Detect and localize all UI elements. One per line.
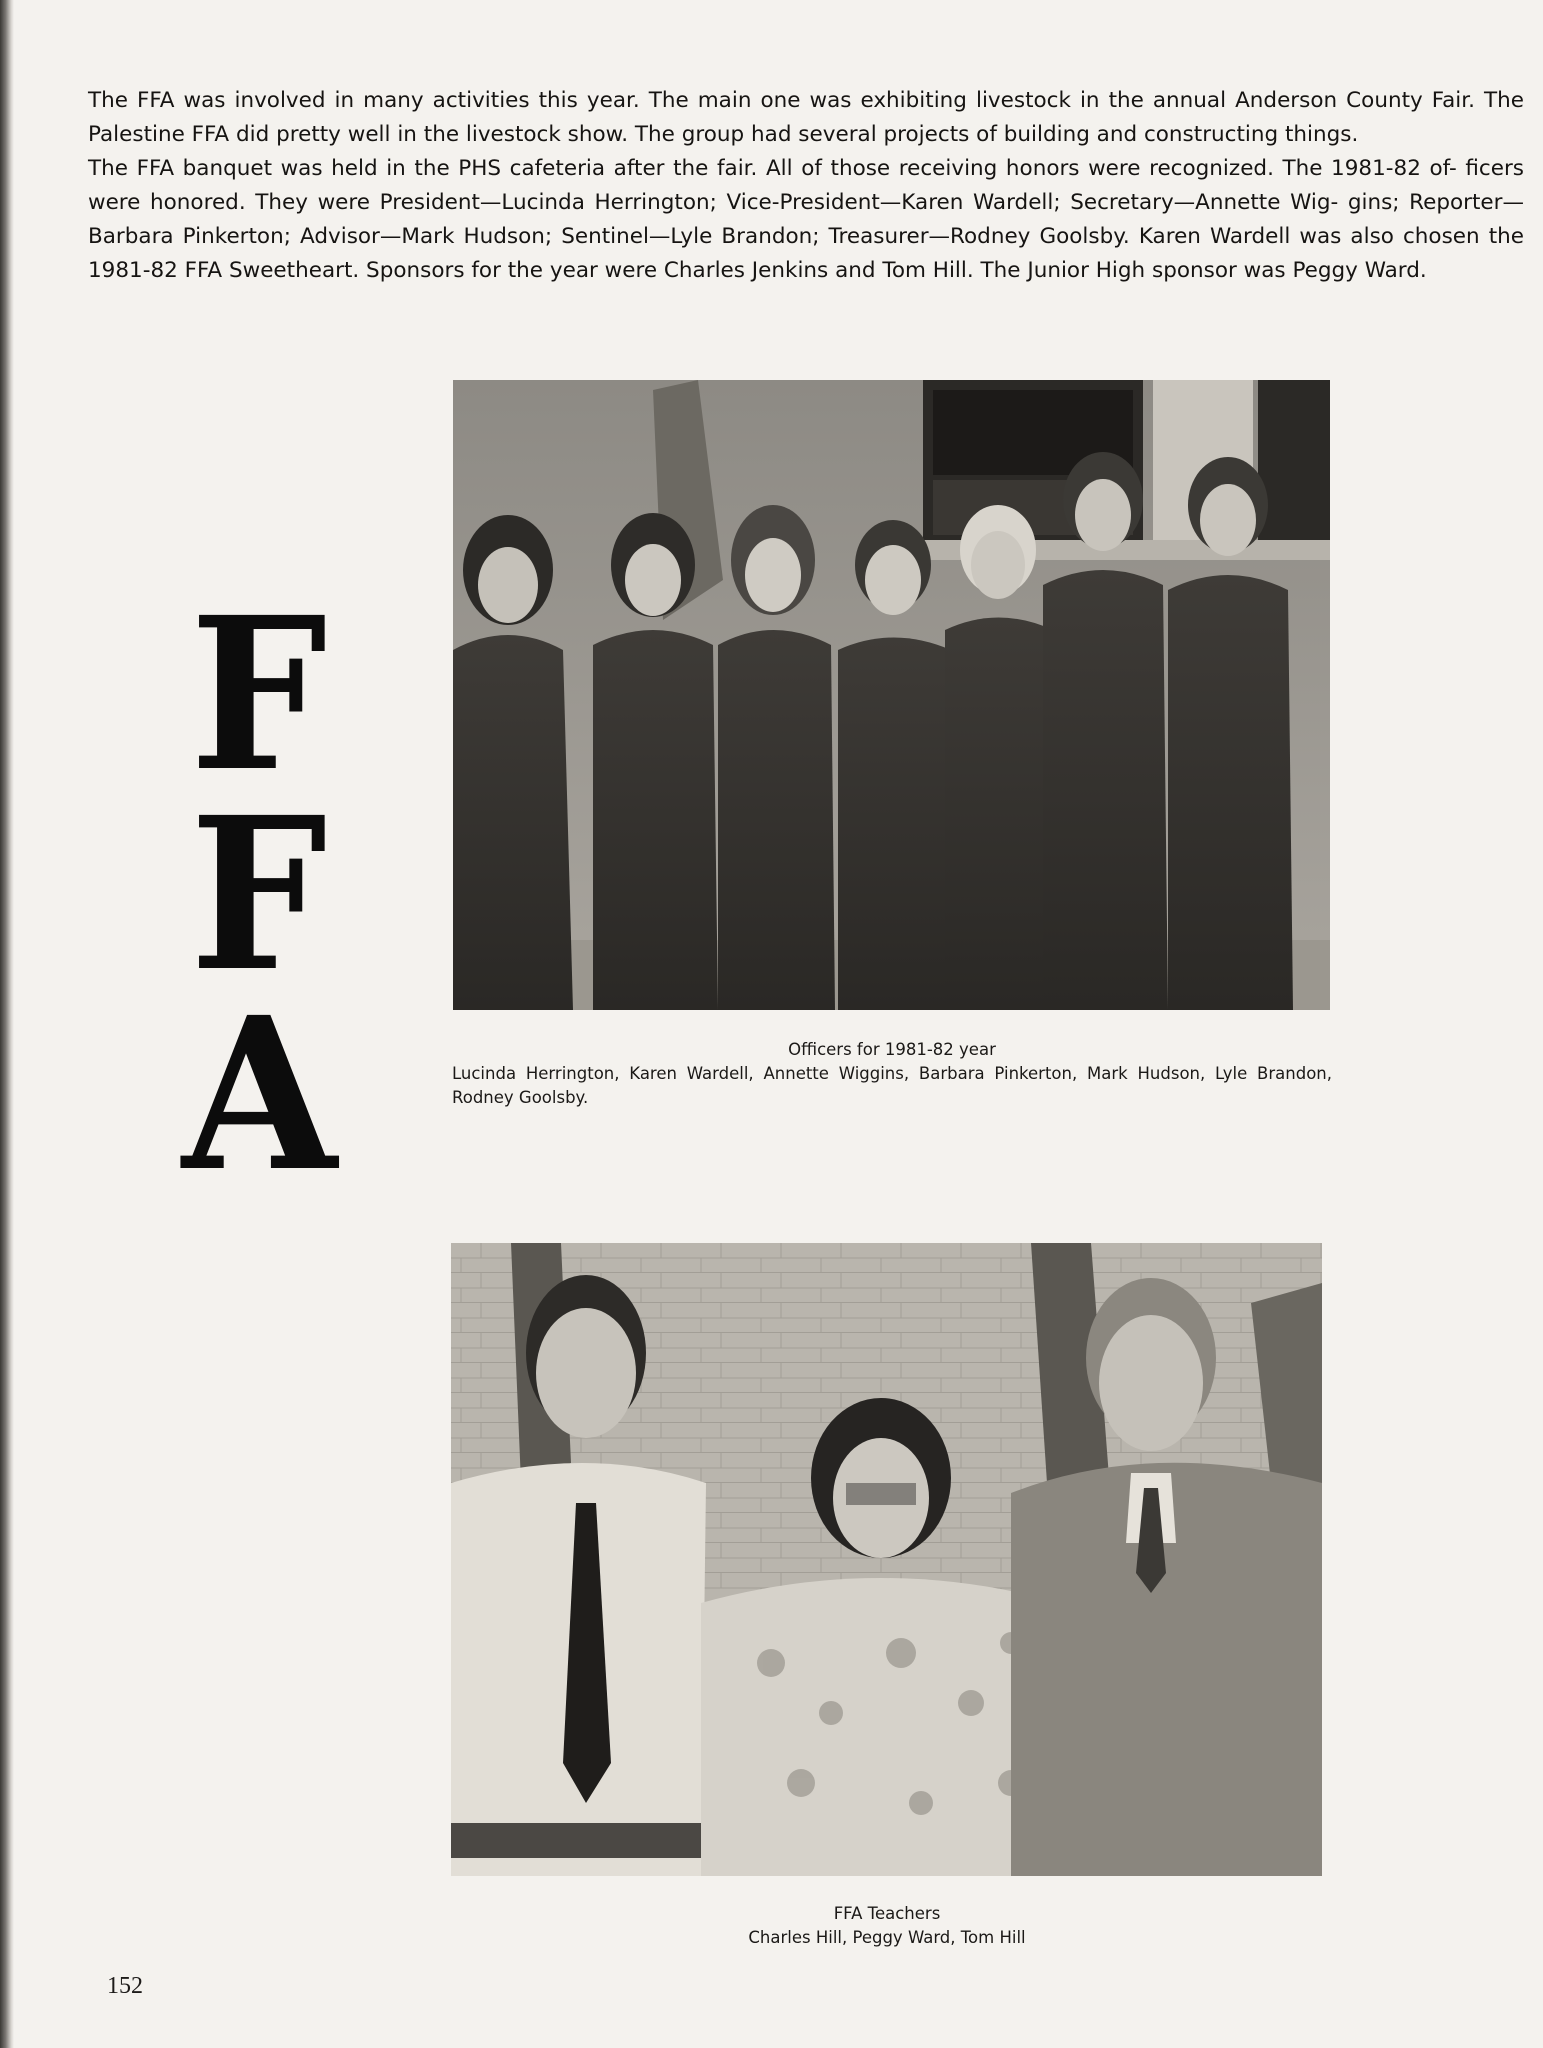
officers-photo-illustration: [453, 380, 1330, 1010]
teachers-caption-names: Charles Hill, Peggy Ward, Tom Hill: [748, 1928, 1026, 1947]
heading-letter-f-first: F: [190, 571, 328, 818]
officers-caption: [452, 1038, 1332, 1110]
officers-photo: [453, 380, 1330, 1010]
intro-paragraph-1: The FFA was involved in many activities this year. The main one was exhibiting livestock in the annual Anderson County Fair. The Palestine FFA did pretty well in the livestock show. The group had several projects of building and constructing things.: [88, 88, 1524, 147]
intro-text: [88, 84, 1524, 288]
heading-letter-f-second: F: [190, 771, 328, 1018]
page-number: 152: [107, 1973, 143, 1999]
heading-letter-a: A: [182, 971, 337, 1218]
teachers-photo: [451, 1243, 1322, 1876]
intro-paragraph-2: The FFA banquet was held in the PHS cafeteria after the fair. All of those receiving honors were recognized. The 1981-82 of- ficers were honored. They were President—Lucinda Herrington; Vice-President—Karen Wardell; Secretary—Annette Wig- gins; Reporter—Barbara Pinkerton; Advisor—Mark Hudson; Sentinel—Lyle Brandon; Treasurer—Rodney Goolsby. Karen Wardell was also chosen the 1981-82 FFA Sweetheart. Sponsors for the year were Charles Jenkins and Tom Hill. The Junior High sponsor was Peggy Ward.: [88, 156, 1524, 283]
teachers-caption-title: FFA Teachers: [833, 1904, 941, 1923]
teachers-caption: [651, 1902, 1123, 1950]
officers-caption-title: Officers for 1981-82 year: [788, 1040, 996, 1059]
teachers-photo-illustration: [451, 1243, 1322, 1876]
binding-edge: [0, 0, 14, 2048]
officers-caption-names: Lucinda Herrington, Karen Wardell, Annette Wiggins, Barbara Pinkerton, Mark Hudson, Lyle Brandon, Rodney Goolsby.: [452, 1064, 1332, 1107]
